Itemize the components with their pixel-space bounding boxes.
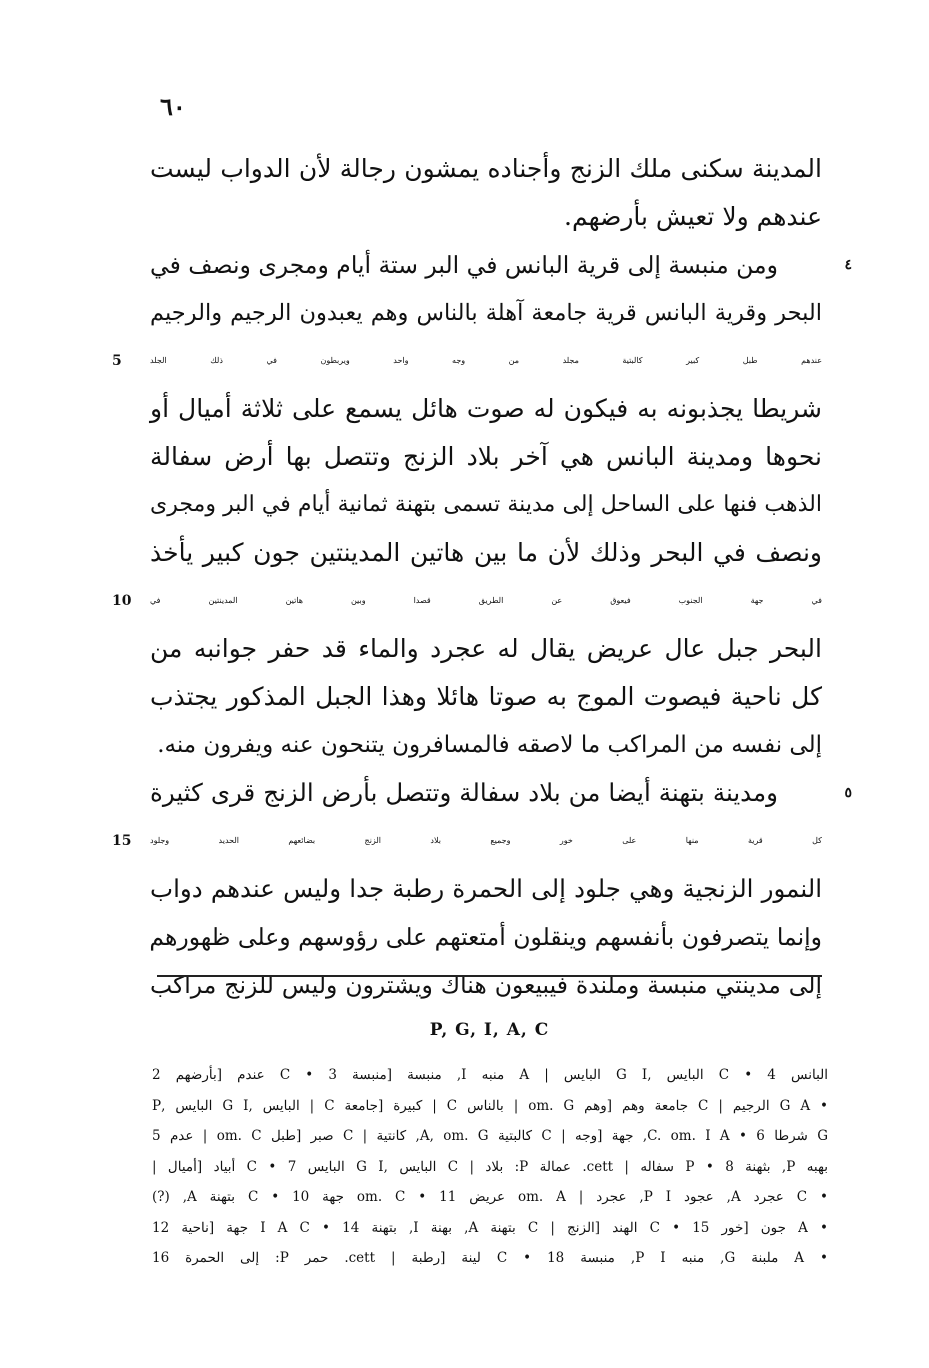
text-line	[150, 529, 822, 577]
apparatus-line: • G A الرجيم | C جامعة وهم [وهم om. G | بالناس C | كبيرة [جامعة C | البايس ,G I البايس ,P	[152, 1097, 829, 1114]
text-line-content: ومن منبسة إلى قرية البانس في البر ستة أيام ومجرى ونصف في	[150, 251, 778, 279]
footnote-rule	[157, 975, 822, 977]
text-line	[150, 865, 822, 913]
text-line-content: النمور الزنجية وهي جلود إلى الحمرة رطبة جدا وليس عندهم دواب	[150, 874, 822, 903]
text-line	[150, 721, 822, 769]
apparatus-line: البانس C • 4 البايس ,G I البايس | A منبه I, منبسة [منبسة 3 • C عندم [بأرضهم 2	[152, 1067, 829, 1083]
manuscript-sigla: P, G, I, A, C	[429, 1020, 550, 1040]
text-line	[150, 961, 822, 1009]
text-line-content: كل ناحية فيصوت الموج به صوتا هائلا وهذا الجبل المذكور يجتذب	[150, 682, 822, 711]
text-line-content: نحوها ومدينة البانس هي آخر بلاد الزنج وتتصل بها أرض سفالة	[150, 442, 822, 471]
text-line-content: عندهم طبل كبير كالبتية مجلد من وجه واحد ويربطون في ذلك الجلد	[150, 356, 822, 365]
apparatus-line: • A جون [خور 15 • C الهند [الزنج | C بتهنة A, بهنة I, بتهنة 14 • I A C جهة [ناحية 12	[152, 1219, 828, 1236]
page-number: ٦٠	[160, 92, 186, 121]
text-line-content: إلى مدينتي منبسة وملندة فيبيعون هناك ويشترون وليس للزنج مراكب	[150, 971, 822, 999]
text-line	[150, 481, 822, 529]
main-text	[112, 145, 852, 1009]
text-line	[150, 385, 822, 433]
apparatus-line: G شرطا 6 • C. om. I A, جهة [وجه | C كالبتية A, om. G, كانتية | C صبر [طبل om. C | عدم 5	[152, 1128, 828, 1144]
text-line	[150, 625, 822, 673]
text-line	[112, 577, 822, 625]
folio-marker: ٥	[844, 785, 852, 801]
text-line-content: ونصف في البحر وذلك لأن ما بين هاتين المدينتين جون كبير يأخذ	[150, 538, 822, 567]
text-line	[150, 673, 822, 721]
text-line-content: كل قرية منها على خور وجميع بلاد الزنج بضائعهم الحديد وجلود	[150, 836, 822, 845]
text-line	[150, 433, 822, 481]
text-line-content: الذهب فنها على الساحل إلى مدينة تسمى بتهنة ثمانية أيام في البر ومجرى	[150, 492, 822, 517]
text-line	[150, 289, 822, 337]
text-line	[150, 193, 822, 241]
apparatus-line: • A ملبنة G, منبه P I, منبسة 18 • C لينة [رطبة | cett. حمر P: إلى الحمرة 16	[152, 1250, 828, 1266]
text-line-content: في جهة الجنوب فيعوق عن الطريق قصدا وبين هاتين المدينتين في	[150, 596, 822, 605]
apparatus-line: بهبه P, بثهنة 8 • P سفاله | cett. عمالة P: بلاد | C البايس ,G I البايس 7 • C أبياد [أميال |	[152, 1158, 828, 1175]
text-line-content: البحر جبل عال عريض يقال له عجرد والماء قد حفر جوانبه من	[150, 634, 822, 663]
line-number: 15	[112, 833, 132, 849]
folio-marker: ٤	[844, 257, 852, 273]
critical-apparatus	[152, 1060, 828, 1274]
text-line-content: عندهم ولا تعيش بأرضهم.	[564, 202, 822, 231]
text-line-content: وإنما يتصرفون بأنفسهم وينقلون أمتعتهم على رؤوسهم وعلى ظهورهم	[149, 923, 822, 951]
text-line	[112, 817, 822, 865]
text-line	[150, 145, 822, 193]
text-line	[150, 241, 852, 289]
line-number: 5	[112, 353, 122, 369]
text-line-content: شريطا يجذبونه به فيكون له صوت هائل يسمع على ثلاثة أميال أو	[150, 394, 822, 423]
apparatus-line: • C عجرد A, عجود P I, عجرد | om. A عريض 11 • om. C جهة 10 • C بتهنة A, (?)	[152, 1189, 828, 1205]
text-line	[150, 913, 822, 961]
text-line-content: إلى نفسه من المراكب ما لاصقه فالمسافرون يتنحون عنه ويفرون منه.	[157, 732, 822, 758]
text-line	[150, 769, 852, 817]
text-line-content: المدينة سكنى ملك الزنج وأجناده يمشون رجالة لأن الدواب ليست	[150, 154, 822, 183]
text-line-content: البحر وقرية البانس قرية جامعة آهلة بالناس وهم يعبدون الرجيم والرجيم	[150, 300, 822, 326]
text-line	[112, 337, 822, 385]
text-line-content: ومدينة بتهنة أيضا من بلاد سفالة وتتصل بأرض الزنج قرى كثيرة	[150, 778, 778, 807]
line-number: 10	[112, 593, 132, 609]
